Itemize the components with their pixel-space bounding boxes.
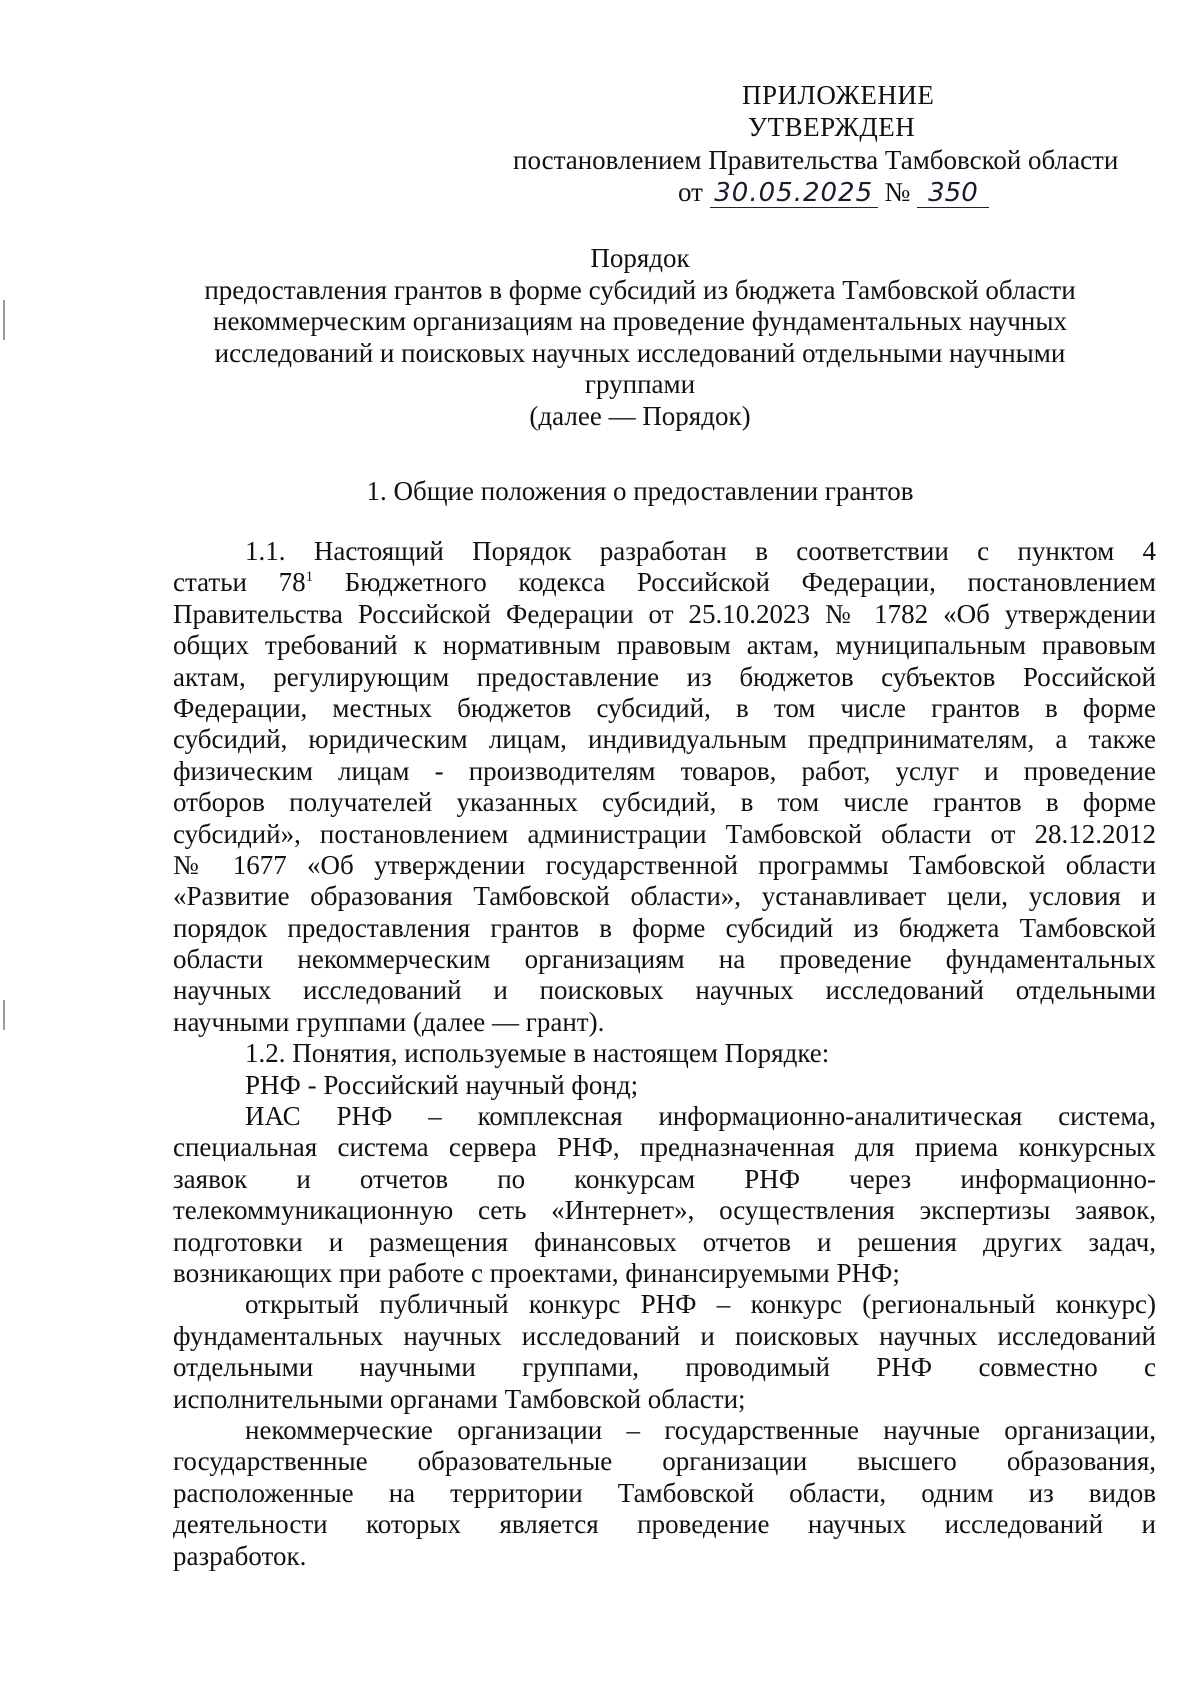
paragraph-line: порядок предоставления грантов в форме субсидий из бюджета Тамбовской bbox=[173, 912, 1156, 943]
paragraph-line: № 1677 «Об утверждении государственной программы Тамбовской области bbox=[173, 849, 1156, 880]
document-body bbox=[173, 536, 1156, 1572]
paragraph-line: разработок. bbox=[173, 1540, 307, 1571]
title-line: группами bbox=[584, 369, 696, 399]
paragraph-line: физическим лицам - производителям товаров, работ, услуг и проведение bbox=[173, 755, 1156, 786]
title-line: исследований и поисковых научных исследований отдельными научными bbox=[214, 337, 1066, 368]
paragraph-line: субсидий», постановлением администрации Тамбовской области от 28.12.2012 bbox=[173, 818, 1156, 849]
paragraph-line: научных исследований и поисковых научных исследований отдельными bbox=[173, 975, 1156, 1006]
paragraph-line: субсидий, юридическим лицам, индивидуальным предпринимателям, а также bbox=[173, 724, 1156, 755]
paragraph-line: телекоммуникационную сеть «Интернет», осуществления экспертизы заявок, bbox=[173, 1195, 1156, 1226]
document-title bbox=[160, 243, 1120, 432]
paragraph-line bbox=[173, 567, 1156, 598]
paragraph-line: возникающих при работе с проектами, финансируемыми РНФ; bbox=[173, 1257, 900, 1288]
paragraph-line: государственные образовательные организации высшего образования, bbox=[173, 1446, 1156, 1477]
paragraph-line: фундаментальных научных исследований и поисковых научных исследований bbox=[173, 1320, 1156, 1351]
paragraph-line: заявок и отчетов по конкурсам РНФ через информационно- bbox=[173, 1163, 1156, 1194]
paragraph-line: деятельности которых является проведение научных исследований и bbox=[173, 1509, 1156, 1540]
paragraph-line: РНФ - Российский научный фонд; bbox=[245, 1069, 639, 1100]
paragraph-line: Правительства Российской Федерации от 25.10.2023 № 1782 «Об утверждении bbox=[173, 598, 1156, 629]
scan-margin-mark bbox=[3, 300, 5, 340]
title-line: Порядок bbox=[590, 243, 690, 273]
paragraph-line: ИАС РНФ – комплексная информационно-аналитическая система, bbox=[245, 1101, 1156, 1132]
approved-label: УТВЕРЖДЕН bbox=[748, 112, 916, 142]
title-line: (далее — Порядок) bbox=[529, 400, 751, 431]
paragraph-line: актам, регулирующим предоставление из бюджетов субъектов Российской bbox=[173, 661, 1156, 692]
paragraph-line: исполнительными органами Тамбовской области; bbox=[173, 1383, 746, 1414]
appendix-label: ПРИЛОЖЕНИЕ bbox=[742, 80, 935, 110]
decree-date-line bbox=[678, 177, 989, 208]
article-superscript: 1 bbox=[305, 569, 314, 586]
paragraph-line: специальная система сервера РНФ, предназначенная для приема конкурсных bbox=[173, 1132, 1156, 1163]
section-heading: 1. Общие положения о предоставлении грантов bbox=[366, 476, 914, 506]
paragraph-line: расположенные на территории Тамбовской области, одним из видов bbox=[173, 1477, 1156, 1508]
scan-margin-mark bbox=[3, 1000, 5, 1030]
article-ref: статьи 78 bbox=[173, 567, 306, 598]
paragraph-line: области некоммерческим организациям на проведение фундаментальных bbox=[173, 944, 1156, 975]
paragraph-line: научными группами (далее — грант). bbox=[173, 1006, 605, 1037]
paragraph-line: отдельными научными группами, проводимый РНФ совместно с bbox=[173, 1352, 1156, 1383]
decree-line: постановлением Правительства Тамбовской области bbox=[513, 145, 1119, 175]
title-line: некоммерческим организациям на проведение фундаментальных научных bbox=[213, 306, 1067, 336]
paragraph-line: некоммерческие организации – государственные научные организации, bbox=[245, 1414, 1156, 1445]
paragraph-line: открытый публичный конкурс РНФ – конкурс (региональный конкурс) bbox=[245, 1289, 1156, 1320]
paragraph-line: общих требований к нормативным правовым актам, муниципальным правовым bbox=[173, 630, 1156, 661]
paragraph-line: подготовки и размещения финансовых отчетов и решения других задач, bbox=[173, 1226, 1156, 1257]
line-text: Бюджетного кодекса Российской Федерации, постановлением bbox=[313, 567, 1157, 598]
paragraph-line: 1.2. Понятия, используемые в настоящем Порядке: bbox=[245, 1038, 830, 1069]
number-prefix: № bbox=[884, 177, 911, 207]
paragraph-line: 1.1. Настоящий Порядок разработан в соответствии с пунктом 4 bbox=[245, 536, 1156, 566]
paragraph-line: Федерации, местных бюджетов субсидий, в том числе грантов в форме bbox=[173, 692, 1156, 723]
paragraph-line: отборов получателей указанных субсидий, в том числе грантов в форме bbox=[173, 787, 1156, 818]
date-prefix: от bbox=[678, 177, 703, 207]
handwritten-date: 30.05.2025 bbox=[710, 179, 878, 208]
paragraph-line: «Развитие образования Тамбовской области», устанавливает цели, условия и bbox=[173, 881, 1156, 912]
title-line: предоставления грантов в форме субсидий из бюджета Тамбовской области bbox=[204, 274, 1076, 305]
handwritten-number: 350 bbox=[917, 179, 989, 208]
